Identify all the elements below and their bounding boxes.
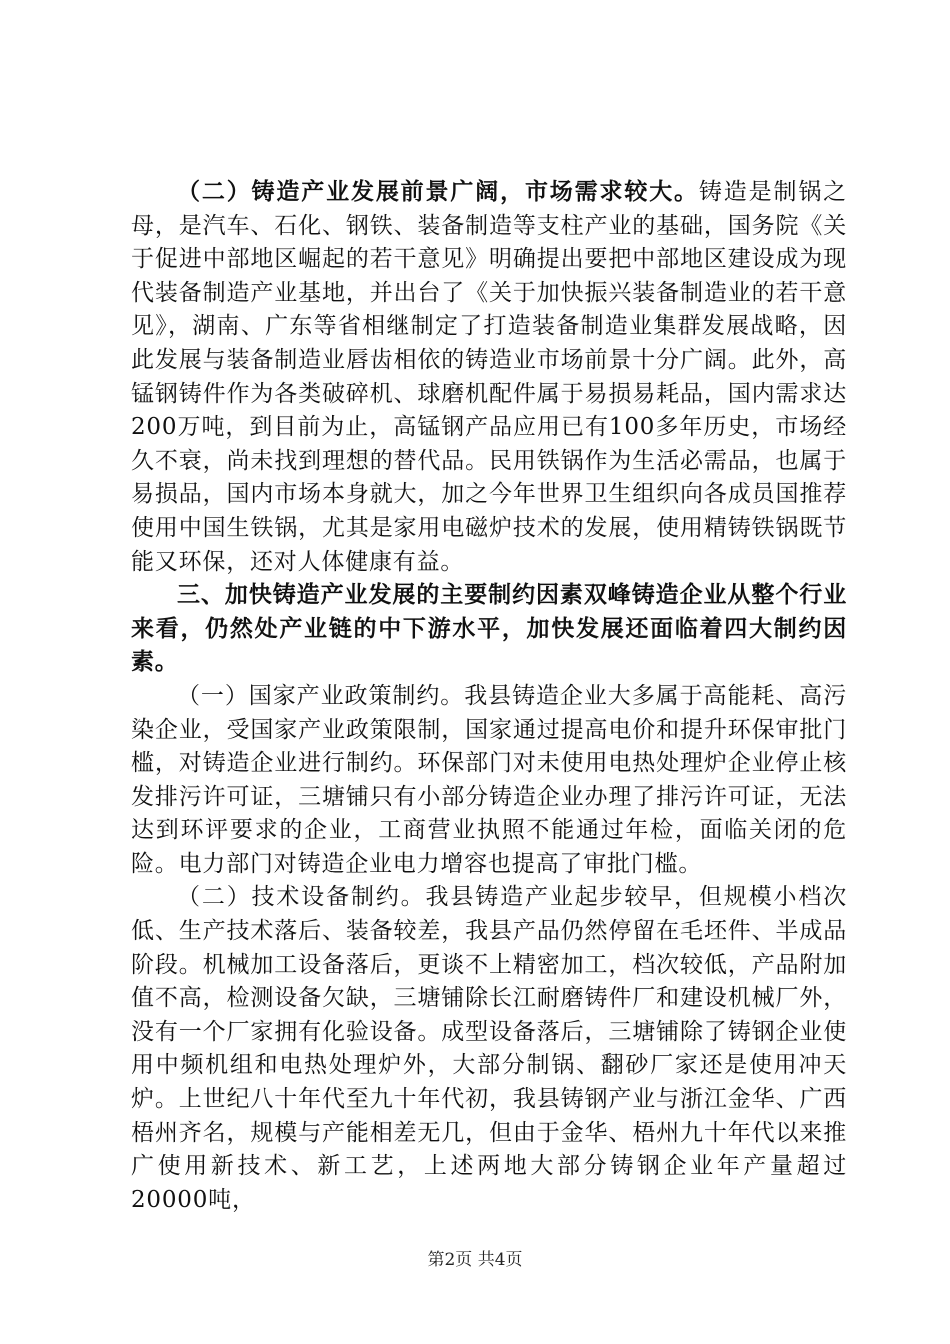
document-body: [131, 176, 847, 1217]
section-heading-paragraph: [131, 579, 847, 680]
page-footer: 第2页 共4页: [427, 1250, 523, 1270]
paragraph: [131, 881, 847, 1217]
paragraph-text: 我县铸造企业大多属于高能耗、高污染企业，受国家产业政策限制，国家通过提高电价和提升环保审批门槛，对铸造企业进行制约。环保部门对未使用电热处理炉企业停止核发排污许可证，三塘铺只有小部分铸造企业办理了排污许可证，无法达到环评要求的企业，工商营业执照不能通过年检，面临关闭的危险。电力部门对铸造企业电力增容也提高了审批门槛。: [131, 682, 847, 877]
section-heading: 三、加快铸造产业发展的主要制约因素双峰铸造企业从整个行业来看，仍然处产业链的中下游水平，加快发展还面临着四大制约因素。: [131, 582, 847, 676]
paragraph: [131, 176, 847, 579]
paragraph: [131, 680, 847, 882]
paragraph-text: 铸造是制锅之母，是汽车、石化、钢铁、装备制造等支柱产业的基础，国务院《关于促进中部地区崛起的若干意见》明确提出要把中部地区建设成为现代装备制造产业基地，并出台了《关于加快振兴装备制造业的若干意见》，湖南、广东等省相继制定了打造装备制造业集群发展战略，因此发展与装备制造业唇齿相依的铸造业市场前景十分广阔。此外，高锰钢铸件作为各类破碎机、球磨机配件属于易损易耗品，国内需求达200万吨，到目前为止，高锰钢产品应用已有100多年历史，市场经久不衰，尚未找到理想的替代品。民用铁锅作为生活必需品，也属于易损品，国内市场本身就大，加之今年世界卫生组织向各成员国推荐使用中国生铁锅，尤其是家用电磁炉技术的发展，使用精铸铁锅既节能又环保，还对人体健康有益。: [131, 179, 847, 575]
paragraph-text: 我县铸造产业起步较早，但规模小档次低、生产技术落后、装备较差，我县产品仍然停留在毛坯件、半成品阶段。机械加工设备落后，更谈不上精密加工，档次较低，产品附加值不高，检测设备欠缺，三塘铺除长江耐磨铸件厂和建设机械厂外，没有一个厂家拥有化验设备。成型设备落后，三塘铺除了铸钢企业使用中频机组和电热处理炉外，大部分制锅、翻砂厂家还是使用冲天炉。上世纪八十年代至九十年代初，我县铸钢产业与浙江金华、广西梧州齐名，规模与产能相差无几，但由于金华、梧州九十年代以来推广使用新技术、新工艺，上述两地大部分铸钢企业年产量超过20000吨，: [131, 884, 848, 1213]
paragraph-heading: （二）铸造产业发展前景广阔，市场需求较大。: [177, 179, 699, 205]
paragraph-heading: （二）技术设备制约。: [177, 884, 426, 911]
paragraph-heading: （一）国家产业政策制约。: [177, 682, 465, 709]
